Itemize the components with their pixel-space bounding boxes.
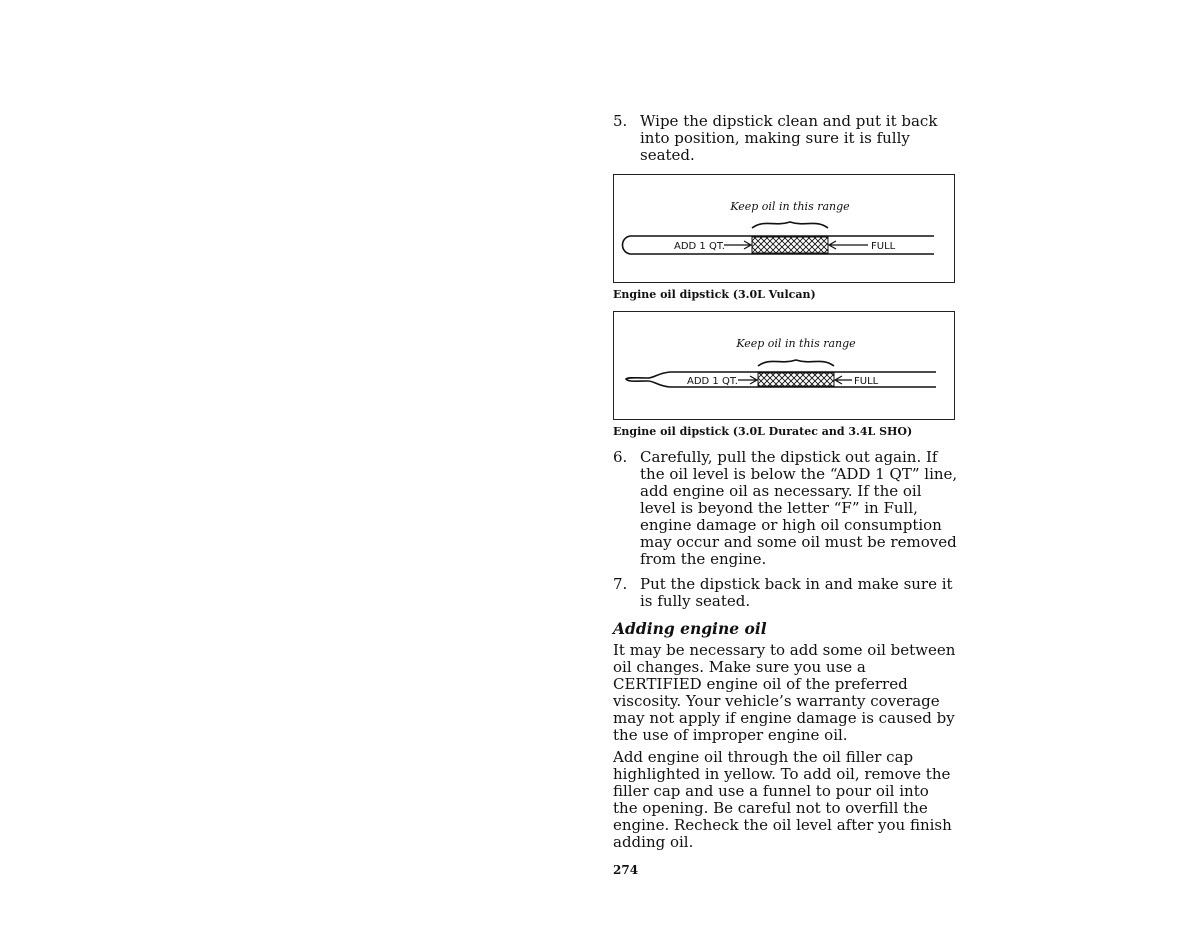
full-label: FULL xyxy=(871,241,896,252)
figure-caption: Engine oil dipstick (3.0L Vulcan) xyxy=(613,288,816,301)
dipstick-tip xyxy=(623,236,631,254)
dipstick-figure-duratec xyxy=(613,311,955,420)
dipstick-illustration xyxy=(614,312,954,419)
step-number: 5. xyxy=(613,112,628,130)
range-brace xyxy=(758,360,834,366)
range-label: Keep oil in this range xyxy=(736,337,856,350)
step-5 xyxy=(613,113,958,164)
dipstick-figure-vulcan xyxy=(613,174,955,283)
step-text: Put the dipstick back in and make sure it is fully seated. xyxy=(640,575,953,610)
range-brace xyxy=(752,222,828,228)
range-label: Keep oil in this range xyxy=(730,200,850,213)
step-text: Wipe the dipstick clean and put it back into position, making sure it is fully seated. xyxy=(640,112,938,164)
add-arrow xyxy=(724,241,751,249)
figure-caption: Engine oil dipstick (3.0L Duratec and 3.4L SHO) xyxy=(613,425,913,438)
step-number: 7. xyxy=(613,575,628,593)
step-7 xyxy=(613,576,958,610)
paragraph: Add engine oil through the oil filler cap highlighted in yellow. To add oil, remove the filler cap and use a funnel to pour oil into the opening. Be careful not to overfill the engine. Recheck the oil level after you finish adding oil. xyxy=(613,748,952,851)
paragraph: It may be necessary to add some oil between oil changes. Make sure you use a CERTIFIED engine oil of the preferred viscosity. Your vehicle’s warranty coverage may not apply if engine damage is caused by the use of improper engine oil. xyxy=(613,641,956,744)
full-arrow xyxy=(835,376,852,384)
add-quart-label: ADD 1 QT. xyxy=(674,241,725,252)
full-arrow xyxy=(829,241,868,249)
step-text: Carefully, pull the dipstick out again. If the oil level is below the “ADD 1 QT” line, add engine oil as necessary. If the oil level is beyond the letter “F” in Full, engine damage or high oil consumption may occur and some oil must be removed from the engine. xyxy=(640,448,958,568)
full-label: FULL xyxy=(854,376,879,387)
section-heading: Adding engine oil xyxy=(613,619,767,638)
oil-range-zone xyxy=(752,237,828,253)
add-arrow xyxy=(738,376,757,384)
step-6 xyxy=(613,449,958,568)
dipstick-illustration xyxy=(614,175,954,282)
add-quart-label: ADD 1 QT. xyxy=(687,376,738,387)
oil-range-zone xyxy=(758,373,834,386)
content-column xyxy=(613,113,958,877)
dipstick-loop-tip xyxy=(626,372,670,387)
step-number: 6. xyxy=(613,448,628,466)
page-number: 274 xyxy=(613,863,639,877)
